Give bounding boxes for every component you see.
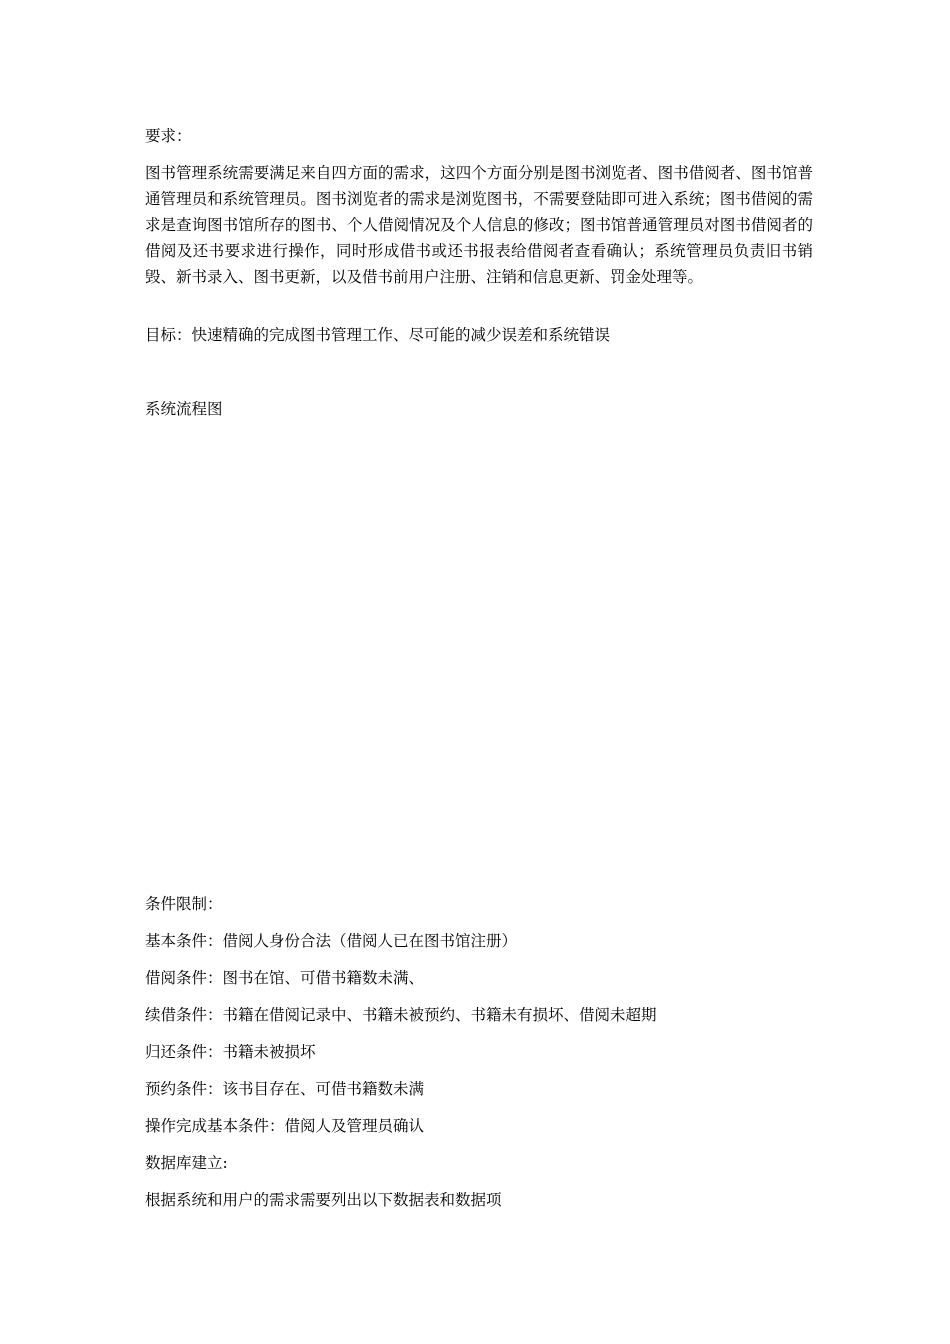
database-intro: 根据系统和用户的需求需要列出以下数据表和数据项 <box>145 1191 502 1209</box>
requirements-heading: 要求： <box>145 127 192 145</box>
condition-reserve: 预约条件：该书目存在、可借书籍数未满 <box>145 1080 425 1098</box>
requirements-body: 图书管理系统需要满足来自四方面的需求，这四个方面分别是图书浏览者、图书借阅者、图书馆普通管理员和系统管理员。图书浏览者的需求是浏览图书，不需要登陆即可进入系统；图书借阅的需求是查询图书馆所存的图书、个人借阅情况及个人信息的修改；图书馆普通管理员对图书借阅者的借阅及还书要求进行操作，同时形成借书或还书报表给借阅者查看确认；系统管理员负责旧书销毁、新书录入、图书更新，以及借书前用户注册、注销和信息更新、罚金处理等。 <box>145 164 813 286</box>
conditions-heading: 条件限制： <box>145 895 223 913</box>
flowchart-area <box>145 430 813 870</box>
condition-operation: 操作完成基本条件：借阅人及管理员确认 <box>145 1117 425 1135</box>
condition-borrow: 借阅条件：图书在馆、可借书籍数未满、 <box>145 969 425 987</box>
condition-return: 归还条件：书籍未被损坏 <box>145 1043 316 1061</box>
condition-renew: 续借条件：书籍在借阅记录中、书籍未被预约、书籍未有损坏、借阅未超期 <box>145 1006 657 1024</box>
database-heading: 数据库建立: <box>145 1154 228 1172</box>
goal-text: 目标：快速精确的完成图书管理工作、尽可能的减少误差和系统错误 <box>145 326 611 344</box>
condition-basic: 基本条件：借阅人身份合法（借阅人已在图书馆注册） <box>145 932 518 950</box>
flowchart-heading: 系统流程图 <box>145 400 223 418</box>
